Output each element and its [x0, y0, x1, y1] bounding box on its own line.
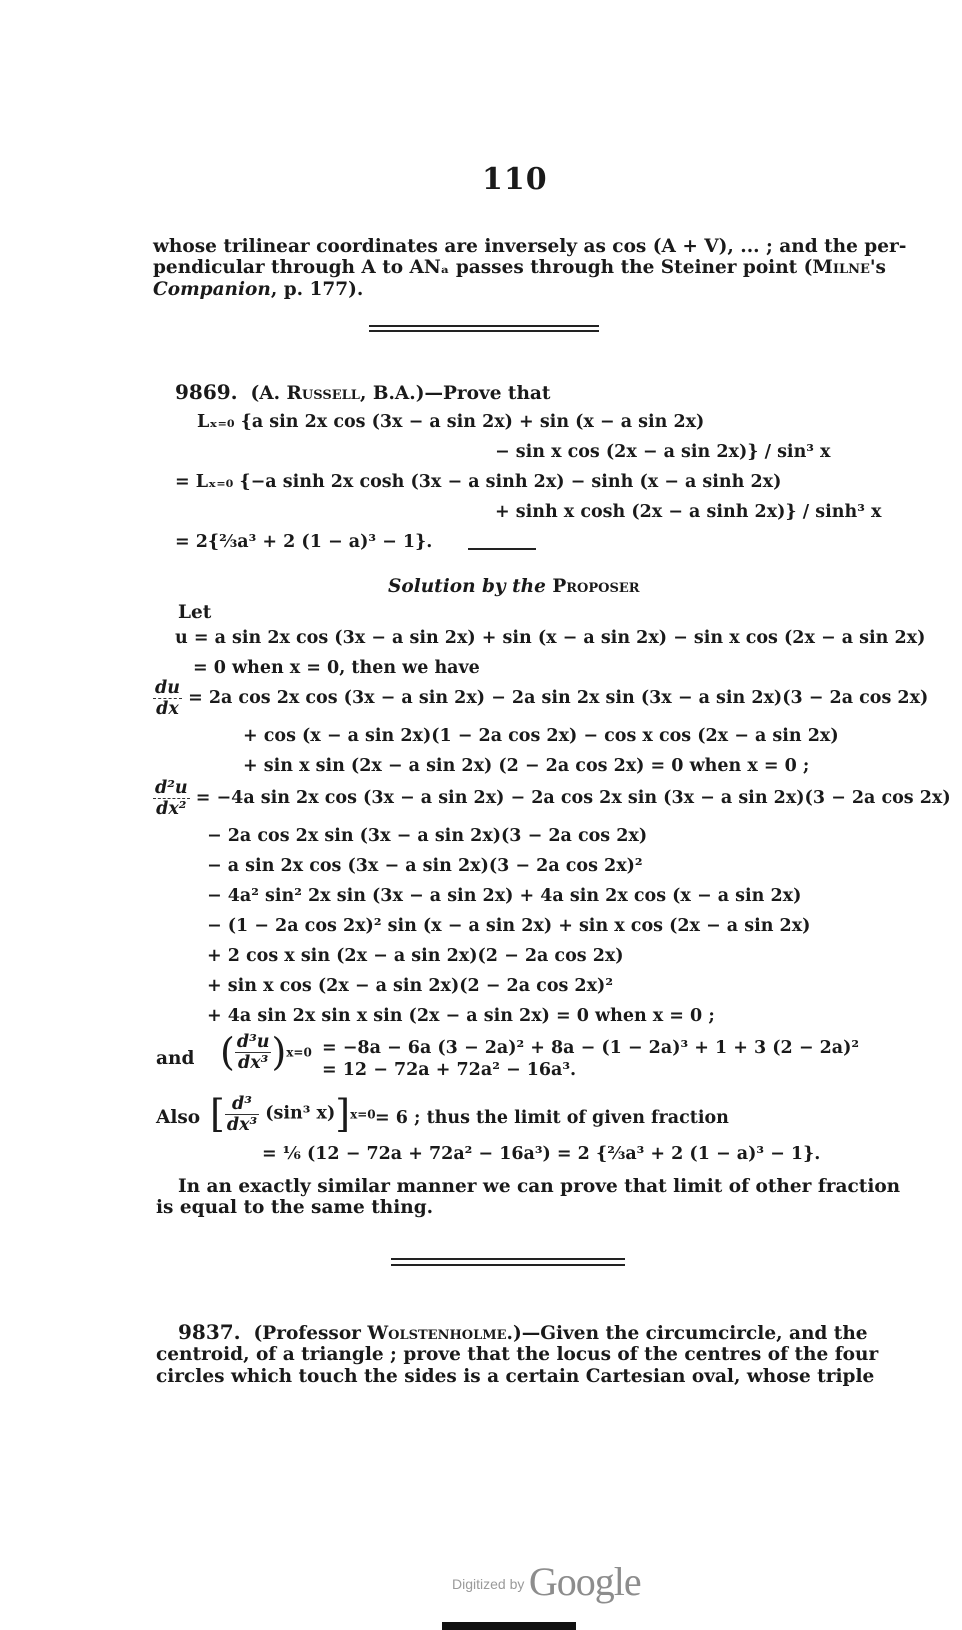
solution-let: Let [178, 602, 212, 623]
d2u-line-1: = −4a sin 2x cos (3x − a sin 2x) − 2a cos 2x sin (3x − a sin 2x)(3 − 2a cos 2x) [195, 788, 951, 808]
u-definition: u = a sin 2x cos (3x − a sin 2x) + sin (x − a sin 2x) − sin x cos (2x − a sin 2x) [175, 628, 926, 648]
problem-9837-attr-close: .)—Given the circumcircle, and the [506, 1323, 868, 1344]
du-dx-fraction [153, 678, 182, 719]
also-word: Also [156, 1107, 201, 1128]
also-subscript: x=0 [350, 1107, 376, 1122]
problem-9869-author: Russell [286, 383, 360, 404]
limit-line-3: = Lₓ₌₀ {−a sinh 2x cosh (3x − a sinh 2x) − sinh (x − a sinh 2x) [175, 472, 782, 492]
du-line-2: + cos (x − a sin 2x)(1 − 2a cos 2x) − cos x cos (2x − a sin 2x) [243, 726, 839, 746]
and-word: and [156, 1048, 195, 1069]
intro-line-3 [153, 279, 363, 300]
bottom-bar [442, 1622, 576, 1630]
d3u-block: ( $\frac{\text{d³u}}{\text{dx³}}$ )x=0 [220, 1030, 312, 1074]
limit-line-1: Lₓ₌₀ {a sin 2x cos (3x − a sin 2x) + sin (x − a sin 2x) [197, 412, 705, 432]
intro-line-3-tail: , p. 177). [270, 279, 364, 300]
google-watermark [452, 1558, 641, 1605]
limit-line-5: = 2{⅔a³ + 2 (1 − a)³ − 1}. [175, 532, 433, 552]
section-divider-top-2 [369, 330, 599, 332]
d2u-line-6: + 2 cos x sin (2x − a sin 2x)(2 − 2a cos 2x) [207, 946, 624, 966]
intro-line-1: whose trilinear coordinates are inversely as cos (A + V), ... ; and the per- [153, 236, 907, 257]
d2u-denominator: dx² [156, 799, 187, 819]
intro-line-2 [153, 257, 886, 278]
also-argument: (sin³ x) [265, 1103, 336, 1124]
watermark-google-logo: Google [528, 1559, 641, 1604]
problem-9869-heading [175, 382, 550, 404]
solution-heading [388, 576, 640, 597]
d3u-line-1: = −8a − 6a (3 − 2a)² + 8a − (1 − 2a)³ + 1 + 3 (2 − 2a)² [322, 1038, 860, 1058]
d2u-line-8: + 4a sin 2x sin x sin (2x − a sin 2x) = 0 when x = 0 ; [207, 1006, 715, 1026]
d2u-line-2: − 2a cos 2x sin (3x − a sin 2x)(3 − 2a cos 2x) [207, 826, 648, 846]
also-denominator: dx³ [226, 1114, 258, 1135]
intro-companion: Companion [153, 279, 271, 300]
also-tail: = 6 ; thus the limit of given fraction [375, 1108, 729, 1128]
problem-9837-number: 9837. [178, 1320, 241, 1344]
intro-line-2-text: pendicular through A to ANₐ passes through the Steiner point ( [153, 257, 813, 278]
page-number: 110 [482, 162, 548, 197]
d2u-line-4: − 4a² sin² 2x sin (3x − a sin 2x) + 4a sin 2x cos (x − a sin 2x) [207, 886, 802, 906]
section-divider-top-1 [369, 325, 599, 327]
u-zero-condition: = 0 when x = 0, then we have [193, 658, 480, 678]
problem-9869-attr-open: (A. [250, 383, 287, 404]
problem-9837-line-3: circles which touch the sides is a certain Cartesian oval, whose triple [156, 1366, 875, 1387]
d3u-denominator: dx³ [237, 1052, 269, 1073]
problem-9837-line-2: centroid, of a triangle ; prove that the locus of the centres of the four [156, 1344, 879, 1365]
du-numerator: du [155, 678, 180, 698]
d2u-numerator: d²u [155, 778, 188, 798]
d2u-line-7: + sin x cos (2x − a sin 2x)(2 − 2a cos 2x)² [207, 976, 613, 996]
d2u-line-3: − a sin 2x cos (3x − a sin 2x)(3 − 2a cos 2x)² [207, 856, 643, 876]
closing-line-1: In an exactly similar manner we can prove that limit of other fraction [178, 1176, 901, 1197]
problem-9837-attr-open: (Professor [253, 1323, 368, 1344]
problem-9837-heading [178, 1322, 868, 1344]
d2u-fraction [153, 778, 190, 819]
intro-line-2-tail: 's [869, 257, 886, 278]
d2u-line-5: − (1 − 2a cos 2x)² sin (x − a sin 2x) + sin x cos (2x − a sin 2x) [207, 916, 811, 936]
section-divider-bottom-2 [391, 1264, 625, 1266]
also-fraction [225, 1094, 259, 1135]
solution-heading-italic: Solution by the [388, 576, 553, 597]
final-result: = ⅙ (12 − 72a + 72a² − 16a³) = 2 {⅔a³ + 2 (1 − a)³ − 1}. [262, 1144, 821, 1164]
du-denominator: dx [156, 699, 179, 719]
d2u-dx2-block [153, 778, 951, 819]
solution-proposer: Proposer [552, 576, 640, 597]
problem-9869-attr-close: , B.A.)—Prove that [359, 383, 551, 404]
problem-9869-number: 9869. [175, 380, 238, 404]
closing-line-2: is equal to the same thing. [156, 1197, 434, 1218]
also-block: [ $\frac{\text{d³}}{\text{dx³}}$ (sin³ x)]x=0 [210, 1092, 376, 1136]
du-dx-block [153, 678, 928, 719]
short-rule [468, 548, 536, 550]
d3u-line-2: = 12 − 72a + 72a² − 16a³. [322, 1060, 577, 1080]
problem-9837-author: Wolstenholme [367, 1323, 507, 1344]
du-line-1: = 2a cos 2x cos (3x − a sin 2x) − 2a sin 2x sin (3x − a sin 2x)(3 − 2a cos 2x) [188, 688, 929, 708]
section-divider-bottom-1 [391, 1258, 625, 1260]
d3u-numerator: d³u [236, 1031, 270, 1052]
du-line-3: + sin x sin (2x − a sin 2x) (2 − 2a cos 2x) = 0 when x = 0 ; [243, 756, 810, 776]
limit-line-4: + sinh x cosh (2x − a sinh 2x)} / sinh³ x [495, 502, 882, 522]
d3u-fraction [235, 1032, 272, 1073]
intro-author: Milne [812, 257, 870, 278]
limit-line-2: − sin x cos (2x − a sin 2x)} / sin³ x [495, 442, 831, 462]
also-numerator: d³ [225, 1094, 259, 1115]
d3u-subscript: x=0 [286, 1045, 312, 1060]
watermark-digitized-by: Digitized by [452, 1576, 525, 1592]
